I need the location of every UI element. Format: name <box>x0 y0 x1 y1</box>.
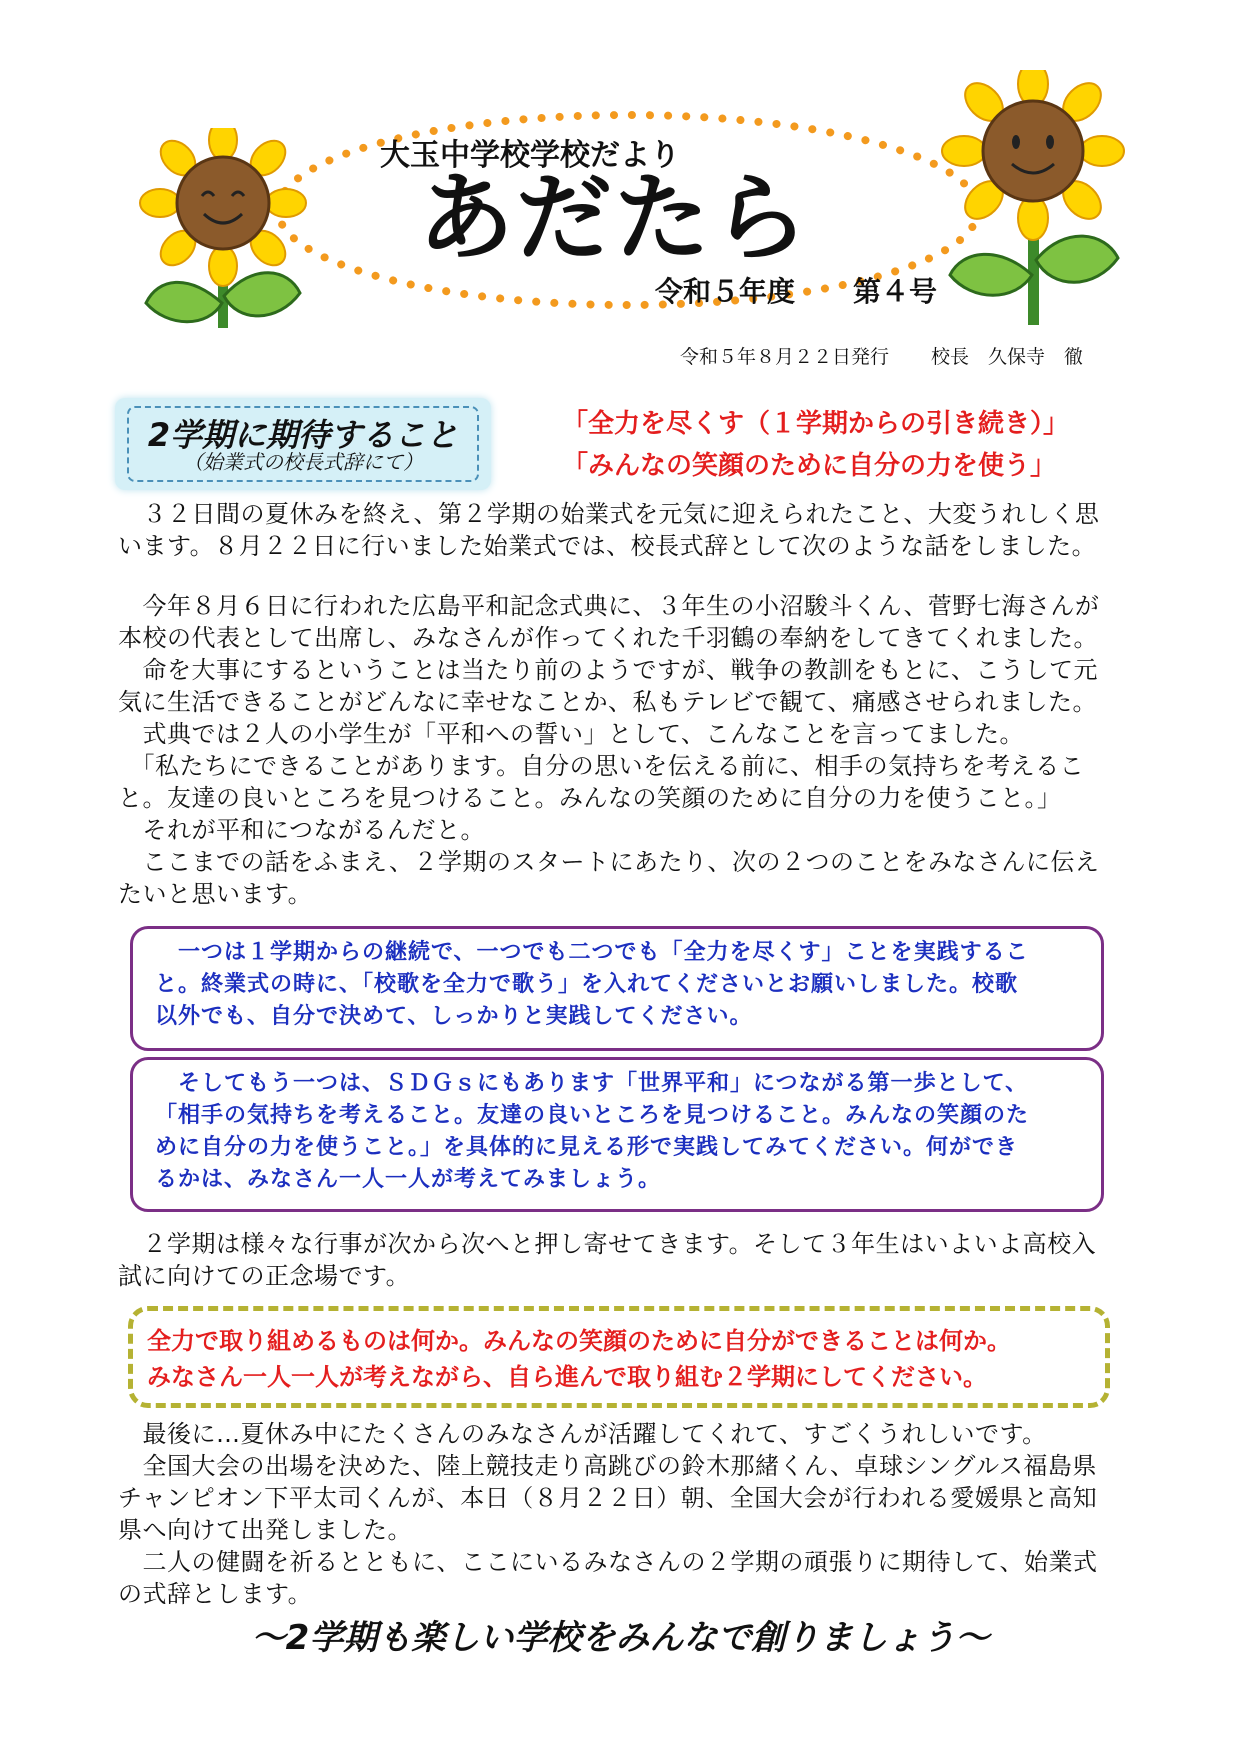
text-line: 全国大会の出場を決めた、陸上競技走り高跳びの鈴木那緒くん、卓球シングルス福島県 <box>118 1452 1097 1480</box>
text-line: 命を大事にするということは当たり前のようですが、戦争の教訓をもとに、こうして元 <box>118 656 1098 684</box>
newsletter-subtitle: 大玉中学校学校だより <box>380 138 680 173</box>
paragraph-intro <box>118 498 1123 562</box>
text-line: の式辞とします。 <box>118 1580 313 1608</box>
publish-date: 令和５年８月２２日発行 <box>680 346 890 368</box>
callout-first-point <box>130 926 1104 1051</box>
paragraph-closing <box>118 1418 1123 1610</box>
highlight-line: みなさん一人一人が考えながら、自ら進んで取り組む２学期にしてください。 <box>147 1363 987 1391</box>
text-line: ３２日間の夏休みを終え、第２学期の始業式を元気に迎えられたこと、大変うれしく思 <box>118 500 1100 528</box>
text-line: 試に向けての正念場です。 <box>118 1262 411 1290</box>
text-line: と。友達の良いところを見つけること。みんなの笑顔のために自分の力を使うこと。」 <box>118 784 1062 812</box>
callout-line: と。終業式の時に、「校歌を全力で歌う」を入れてくださいとお願いしました。校歌 <box>155 972 1019 997</box>
sunflower-right-icon <box>940 70 1125 325</box>
motto-line: 「全力を尽くす（１学期からの引き続き）」 <box>562 409 1070 439</box>
text-line: 本校の代表として出席し、みなさんが作ってくれた千羽鶴の奉納をしてきてくれました。 <box>118 624 1098 652</box>
section-heading-box <box>115 398 491 490</box>
section-subtitle: （始業式の校長式辞にて） <box>183 450 423 474</box>
motto <box>562 403 1069 487</box>
issue-line <box>655 270 937 310</box>
publish-line <box>680 342 1083 369</box>
text-line: 今年８月６日に行われた広島平和記念式典に、３年生の小沼駿斗くん、菅野七海さんが <box>118 592 1100 620</box>
author: 校長 久保寺 徹 <box>931 346 1084 368</box>
text-line: チャンピオン下平太司くんが、本日（８月２２日）朝、全国大会が行われる愛媛県と高知 <box>118 1484 1098 1512</box>
text-line: 県へ向けて出発しました。 <box>118 1516 412 1544</box>
callout-line: そしてもう一つは、ＳＤＧｓにもあります「世界平和」につながる第一歩として、 <box>155 1071 1029 1096</box>
callout-line: 一つは１学期からの継続で、一つでも二つでも「全力を尽くす」ことを実践するこ <box>155 940 1029 965</box>
paragraph-events <box>118 1228 1123 1292</box>
text-line: たいと思います。 <box>118 880 313 908</box>
newsletter-title: あだたら <box>418 162 810 274</box>
text-line: 気に生活できることがどんなに幸せなことか、私もテレビで観て、痛感させられました。 <box>118 688 1098 716</box>
text-line: 「私たちにできることがあります。自分の思いを伝える前に、相手の気持ちを考えるこ <box>118 752 1085 780</box>
text-line: 最後に…夏休み中にたくさんのみなさんが活躍してくれて、すごくうれしいです。 <box>118 1420 1047 1448</box>
highlight-line: 全力で取り組めるものは何か。みんなの笑顔のために自分ができることは何か。 <box>147 1327 1011 1355</box>
section-title: 2学期に期待すること <box>147 416 459 454</box>
motto-line: 「みんなの笑顔のために自分の力を使う」 <box>562 451 1057 481</box>
school-year: 令和５年度 <box>655 275 796 308</box>
paragraph-story <box>118 590 1123 910</box>
closing-slogan: ～2学期も楽しい学校をみんなで創りましょう～ <box>251 1618 990 1658</box>
text-line: 式典では２人の小学生が「平和への誓い」として、こんなことを言ってました。 <box>118 720 1025 748</box>
highlight-box <box>128 1306 1110 1408</box>
text-line: 二人の健闘を祈るとともに、ここにいるみなさんの２学期の頑張りに期待して、始業式 <box>118 1548 1098 1576</box>
text-line: ここまでの話をふまえ、２学期のスタートにあたり、次の２つのことをみなさんに伝え <box>118 848 1100 876</box>
callout-line: 以外でも、自分で決めて、しっかりと実践してください。 <box>155 1004 753 1029</box>
issue-number: 第４号 <box>853 275 938 308</box>
sunflower-left-icon <box>138 128 308 328</box>
callout-line: めに自分の力を使うこと。」を具体的に見える形で実践してみてください。何ができ <box>155 1135 1019 1160</box>
callout-second-point <box>130 1057 1104 1212</box>
text-line: ２学期は様々な行事が次から次へと押し寄せてきます。そして３年生はいよいよ高校入 <box>118 1230 1097 1258</box>
text-line: それが平和につながるんだと。 <box>118 816 486 844</box>
callout-line: 「相手の気持ちを考えること。友達の良いところを見つけること。みんなの笑顔のた <box>155 1103 1030 1128</box>
callout-line: るかは、みなさん一人一人が考えてみましょう。 <box>155 1167 662 1192</box>
text-line: います。８月２２日に行いました始業式では、校長式辞として次のような話をしました。 <box>118 532 1097 560</box>
